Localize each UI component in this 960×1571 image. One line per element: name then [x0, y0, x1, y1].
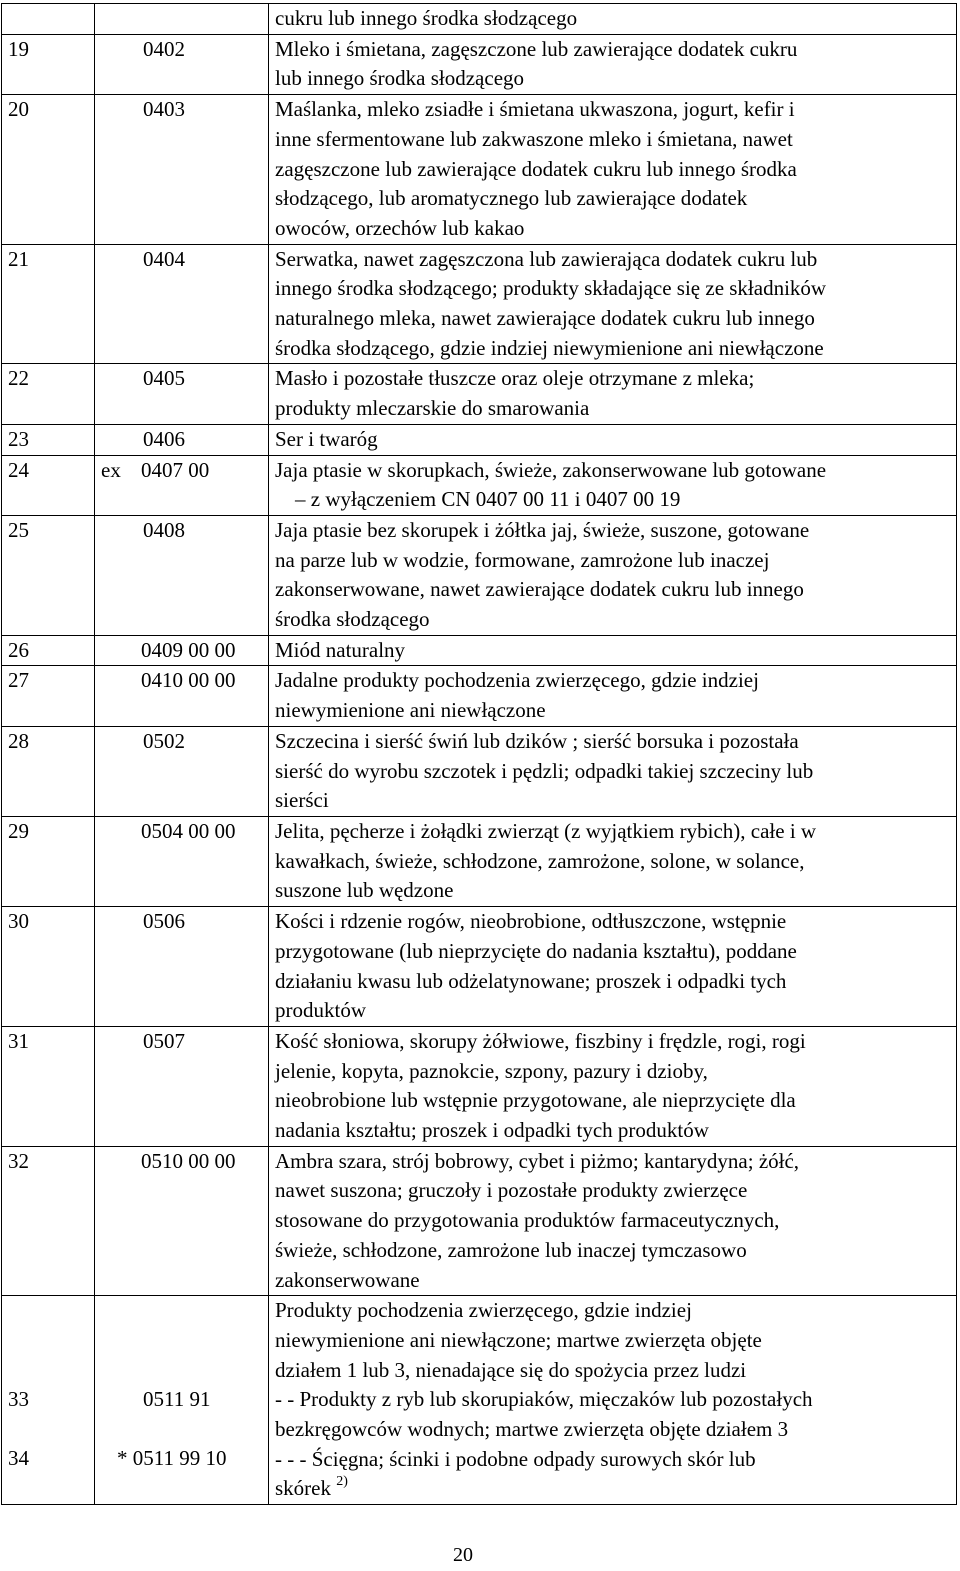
code-prefix: ex — [101, 457, 121, 482]
description-cell — [269, 635, 957, 666]
description-line: Mleko i śmietana, zagęszczone lub zawierające dodatek cukru — [275, 36, 798, 61]
description-line: stosowane do przygotowania produktów farmaceutycznych, — [275, 1208, 780, 1233]
row-number: 31 — [8, 1028, 29, 1053]
description-line: działem 1 lub 3, nienadające się do spożycia przez ludzi — [275, 1357, 747, 1382]
row-number-cell — [2, 1026, 95, 1146]
description-line: produkty mleczarskie do smarowania — [275, 396, 590, 421]
code-cell — [95, 1296, 269, 1505]
table-row — [2, 4, 957, 35]
description-line: sierść do wyrobu szczotek i pędzli; odpadki takiej szczeciny lub — [275, 758, 814, 783]
row-number-cell — [2, 635, 95, 666]
description-line: środka słodzącego, gdzie indziej niewymienione ani niewłączone — [275, 335, 824, 360]
code-cell — [95, 34, 269, 94]
code-cell — [95, 1026, 269, 1146]
row-number: 29 — [8, 818, 29, 843]
code-cell — [95, 244, 269, 364]
description-line: bezkręgowców wodnych; martwe zwierzęta objęte działem 3 — [275, 1417, 789, 1442]
table-row — [2, 907, 957, 1027]
row-number: 32 — [8, 1148, 29, 1173]
description-line: inne sfermentowane lub zakwaszone mleko i śmietana, nawet — [275, 126, 793, 151]
description-cell — [269, 1146, 957, 1296]
description-line — [275, 1474, 954, 1504]
description-line: Ambra szara, strój bobrowy, cybet i piżmo; kantarydyna; żółć, — [275, 1148, 800, 1173]
description-line: Ser i twaróg — [275, 426, 378, 451]
description-line: cukru lub innego środka słodzącego — [275, 6, 578, 30]
description-line: działaniu kwasu lub odżelatynowane; proszek i odpadki tych — [275, 968, 787, 993]
description-line: Miód naturalny — [275, 637, 406, 662]
row-number: 33 — [8, 1387, 29, 1412]
description-line: zakonserwowane, nawet zawierające dodatek cukru lub innego — [275, 577, 804, 602]
row-number-cell — [2, 1146, 95, 1296]
row-number: 22 — [8, 366, 29, 391]
description-cell — [269, 95, 957, 245]
table-row — [2, 455, 957, 515]
tariff-table — [1, 3, 957, 1505]
description-line: sierści — [275, 788, 329, 813]
description-line: - - Produkty z ryb lub skorupiaków, mięczaków lub pozostałych — [275, 1387, 813, 1412]
description-line: Masło i pozostałe tłuszcze oraz oleje otrzymane z mleka; — [275, 366, 755, 391]
table-row — [2, 666, 957, 726]
row-number-cell — [2, 4, 95, 35]
row-number: 27 — [8, 668, 29, 693]
table-row — [2, 244, 957, 364]
description-line: Jadalne produkty pochodzenia zwierzęcego, gdzie indziej — [275, 668, 759, 693]
description-line: zagęszczone lub zawierające dodatek cukru lub innego środka — [275, 156, 797, 181]
description-line: Serwatka, nawet zagęszczona lub zawierająca dodatek cukru lub — [275, 246, 818, 271]
description-cell — [269, 726, 957, 816]
description-line: środka słodzącego — [275, 607, 430, 632]
description-text: skórek — [275, 1476, 331, 1501]
row-number-cell — [2, 455, 95, 515]
table-row — [2, 816, 957, 906]
description-line: niewymienione ani niewłączone; martwe zwierzęta objęte — [275, 1327, 762, 1352]
row-number-cell — [2, 364, 95, 424]
page-number: 20 — [453, 1544, 473, 1566]
tariff-table-body — [2, 4, 957, 1296]
description-line: Szczecina i sierść świń lub dzików ; sierść borsuka i pozostała — [275, 728, 799, 753]
code-cell — [95, 666, 269, 726]
code-cell — [95, 907, 269, 1027]
row-number: 19 — [8, 36, 29, 61]
description-line: kawałkach, świeże, schłodzone, zamrożone, solone, w solance, — [275, 848, 805, 873]
table-row — [2, 1026, 957, 1146]
description-cell — [269, 907, 957, 1027]
description-cell — [269, 364, 957, 424]
row-number-cell — [2, 515, 95, 635]
description-line: suszone lub wędzone — [275, 878, 454, 903]
description-line: świeże, schłodzone, zamrożone lub inaczej tymczasowo — [275, 1237, 747, 1262]
cn-code: 0408 — [143, 517, 185, 542]
code-cell — [95, 424, 269, 455]
code-cell — [95, 726, 269, 816]
description-line: Produkty pochodzenia zwierzęcego, gdzie indziej — [275, 1298, 692, 1323]
code-cell — [95, 1146, 269, 1296]
description-line: przygotowane (lub nieprzycięte do nadania kształtu), poddane — [275, 938, 797, 963]
description-cell — [269, 424, 957, 455]
description-line: zakonserwowane — [275, 1267, 420, 1292]
row-number-cell — [2, 907, 95, 1027]
description-line: nawet suszona; gruczoły i pozostałe produkty zwierzęce — [275, 1178, 748, 1203]
description-cell — [269, 515, 957, 635]
cn-code: 0407 00 — [141, 457, 210, 482]
row-number-cell — [2, 726, 95, 816]
cn-code: 0403 — [143, 97, 185, 122]
cn-code: 0410 00 00 — [141, 668, 236, 693]
description-line: owoców, orzechów lub kakao — [275, 215, 525, 240]
row-number-cell — [2, 34, 95, 94]
code-cell — [95, 364, 269, 424]
table-row — [2, 1296, 957, 1505]
description-cell — [269, 244, 957, 364]
cn-code: 0506 — [143, 909, 185, 934]
description-line: nadania kształtu; proszek i odpadki tych produktów — [275, 1118, 709, 1143]
cn-code: 0511 91 — [143, 1387, 211, 1412]
cn-code: 0406 — [143, 426, 185, 451]
description-cell — [269, 34, 957, 94]
description-cell — [269, 455, 957, 515]
description-line: - - - Ścięgna; ścinki i podobne odpady surowych skór lub — [275, 1446, 756, 1471]
description-line: niewymienione ani niewłączone — [275, 698, 546, 723]
row-number: 34 — [8, 1445, 29, 1470]
cn-code: 0409 00 00 — [141, 637, 236, 662]
code-cell — [95, 4, 269, 35]
description-line: słodzącego, lub aromatycznego lub zawierające dodatek — [275, 186, 748, 211]
table-row — [2, 515, 957, 635]
cn-code: 0402 — [143, 36, 185, 61]
description-cell — [269, 666, 957, 726]
code-cell — [95, 816, 269, 906]
description-line: jelenie, kopyta, paznokcie, szpony, pazury i dzioby, — [275, 1058, 708, 1083]
row-number-cell — [2, 424, 95, 455]
row-number-cell — [2, 816, 95, 906]
code-cell — [95, 95, 269, 245]
description-cell — [269, 4, 957, 35]
description-cell — [269, 1296, 957, 1505]
description-line: innego środka słodzącego; produkty składające się ze składników — [275, 276, 827, 301]
description-line: Maślanka, mleko zsiadłe i śmietana ukwaszona, jogurt, kefir i — [275, 97, 795, 122]
row-number-cell — [2, 244, 95, 364]
description-line: Jaja ptasie w skorupkach, świeże, zakonserwowane lub gotowane — [275, 457, 827, 482]
row-number: 21 — [8, 246, 29, 271]
description-line: nieobrobione lub wstępnie przygotowane, ale nieprzycięte dla — [275, 1088, 796, 1113]
cn-code: 0502 — [143, 728, 185, 753]
footnote-marker: 2) — [336, 1474, 348, 1490]
description-line: Kość słoniowa, skorupy żółwiowe, fiszbiny i frędzle, rogi, rogi — [275, 1028, 806, 1053]
description-line: – z wyłączeniem CN 0407 00 11 i 0407 00 19 — [295, 487, 681, 512]
cn-code: * 0511 99 10 — [117, 1445, 227, 1470]
row-number: 24 — [8, 457, 29, 482]
code-cell — [95, 515, 269, 635]
description-cell — [269, 816, 957, 906]
table-row — [2, 726, 957, 816]
cn-code: 0510 00 00 — [141, 1148, 236, 1173]
description-cell — [269, 1026, 957, 1146]
description-line: Kości i rdzenie rogów, nieobrobione, odtłuszczone, wstępnie — [275, 909, 787, 934]
row-number: 28 — [8, 728, 29, 753]
table-row — [2, 34, 957, 94]
table-row — [2, 95, 957, 245]
row-number: 26 — [8, 637, 29, 662]
description-line: Jelita, pęcherze i żołądki zwierząt (z wyjątkiem rybich), całe i w — [275, 818, 817, 843]
row-number: 23 — [8, 426, 29, 451]
description-line: naturalnego mleka, nawet zawierające dodatek cukru lub innego — [275, 306, 815, 331]
code-cell — [95, 455, 269, 515]
cn-code: 0404 — [143, 246, 185, 271]
row-number-cell — [2, 666, 95, 726]
code-cell — [95, 635, 269, 666]
cn-code: 0405 — [143, 366, 185, 391]
cn-code: 0504 00 00 — [141, 818, 236, 843]
row-number: 20 — [8, 97, 29, 122]
row-number: 30 — [8, 909, 29, 934]
cn-code: 0507 — [143, 1028, 185, 1053]
description-line: Jaja ptasie bez skorupek i żółtka jaj, świeże, suszone, gotowane — [275, 517, 810, 542]
table-row — [2, 424, 957, 455]
table-row — [2, 364, 957, 424]
table-row — [2, 1146, 957, 1296]
row-number: 25 — [8, 517, 29, 542]
description-line: produktów — [275, 998, 366, 1023]
table-row — [2, 635, 957, 666]
tariff-table-last-row-group — [2, 1296, 957, 1505]
description-line: na parze lub w wodzie, formowane, zamrożone lub inaczej — [275, 547, 770, 572]
row-number-cell — [2, 95, 95, 245]
description-line: lub innego środka słodzącego — [275, 66, 525, 91]
row-number-cell — [2, 1296, 95, 1505]
